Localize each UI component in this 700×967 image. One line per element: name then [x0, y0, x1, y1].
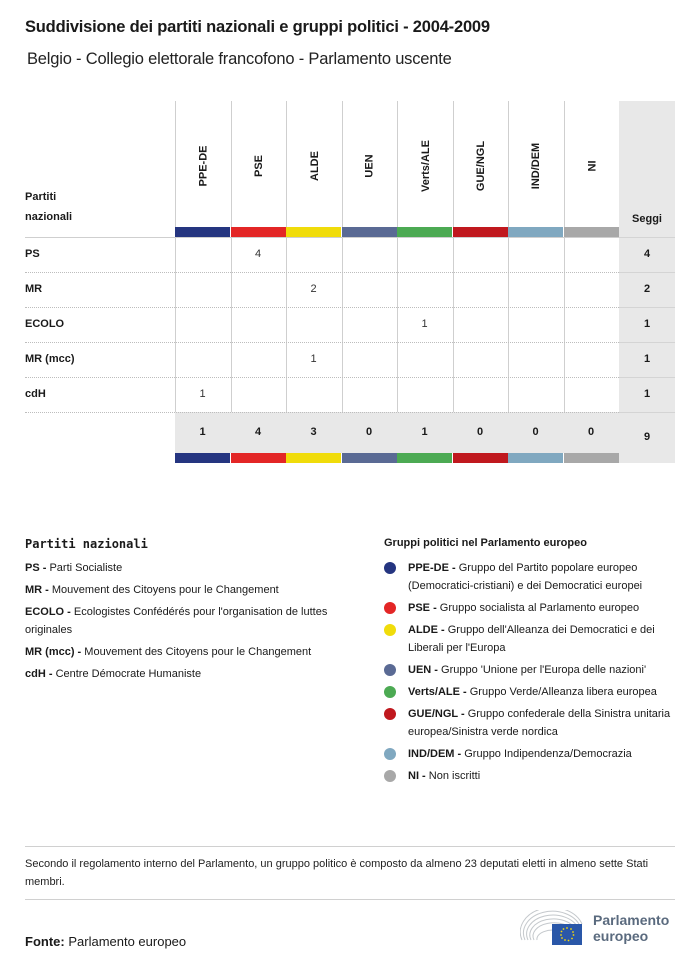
legend-group-item: ALDE - Gruppo dell'Alleanza dei Democratici e dei Liberali per l'Europa: [384, 621, 684, 661]
table-cell: 1: [310, 353, 317, 365]
group-color-bar: [175, 453, 230, 463]
table-cell: [286, 307, 341, 342]
group-column-header: PSE: [252, 154, 265, 178]
group-color-bar: [397, 453, 452, 463]
color-dot-icon: [384, 562, 396, 574]
table-cell: [175, 237, 230, 272]
source-label: Fonte:: [25, 934, 65, 949]
table-cell: [453, 342, 508, 377]
table-cell: 2: [310, 283, 317, 295]
divider: [619, 342, 675, 343]
group-color-bar: [342, 453, 397, 463]
group-color-bar: [453, 227, 508, 237]
table-cell: [453, 272, 508, 307]
party-column-header: Partiti nazionali: [25, 191, 73, 223]
legend-group-item: UEN - Gruppo 'Unione per l'Europa delle nazioni': [384, 661, 684, 683]
legend-political-groups: [384, 537, 684, 789]
color-dot-icon: [384, 708, 396, 720]
divider: [25, 412, 619, 413]
divider: [619, 307, 675, 308]
color-dot-icon: [384, 602, 396, 614]
table-cell: 1: [199, 388, 206, 400]
party-seats: 1: [643, 353, 651, 365]
party-seats: 1: [643, 388, 651, 400]
table-cell: [453, 237, 508, 272]
table-cell: [342, 237, 397, 272]
group-color-bar: [175, 227, 230, 237]
divider: [619, 377, 675, 378]
color-dot-icon: [384, 748, 396, 760]
table-cell: [564, 307, 619, 342]
legend-parties-title: Partiti nazionali: [25, 537, 148, 551]
party-row-label: ECOLO: [25, 318, 65, 330]
table-cell: [508, 342, 563, 377]
divider: [619, 272, 675, 273]
color-dot-icon: [384, 770, 396, 782]
group-color-bar: [231, 227, 286, 237]
logo-text: Parlamento europeo: [593, 912, 670, 944]
seats-table: [25, 101, 675, 463]
group-color-bar: [508, 227, 563, 237]
group-column-header: NI: [586, 160, 598, 172]
table-cell: [342, 307, 397, 342]
table-cell: [397, 237, 452, 272]
group-column-header: ALDE: [308, 151, 321, 181]
group-column-header: UEN: [363, 154, 376, 178]
legend-party-item: MR (mcc) - Mouvement des Citoyens pour le Changement: [25, 646, 312, 658]
legend-group-item: GUE/NGL - Gruppo confederale della Sinistra unitaria europea/Sinistra verde nordica: [384, 705, 684, 745]
party-row-label: PS: [25, 248, 40, 260]
group-total: 0: [476, 426, 484, 438]
divider: [25, 846, 675, 847]
legend-group-item: PSE - Gruppo socialista al Parlamento europeo: [384, 599, 684, 621]
source: [25, 934, 186, 949]
party-seats: 1: [643, 318, 651, 330]
group-total: 3: [310, 426, 317, 438]
group-total: 1: [199, 426, 206, 438]
table-cell: [175, 272, 230, 307]
group-column-header: IND/DEM: [530, 142, 543, 190]
group-color-bar: [453, 453, 508, 463]
group-color-bar: [231, 453, 286, 463]
group-total: 1: [421, 426, 428, 438]
table-cell: [231, 377, 286, 412]
party-row-label: MR (mcc): [25, 353, 75, 365]
source-value: Parlamento europeo: [68, 934, 187, 949]
table-cell: [508, 272, 563, 307]
table-cell: [231, 272, 286, 307]
divider: [619, 237, 675, 238]
table-cell: [564, 377, 619, 412]
legend-group-item: PPE-DE - Gruppo del Partito popolare europeo (Democratici-cristiani) e dei Democratici europei: [384, 559, 684, 599]
group-color-bar: [564, 227, 619, 237]
table-cell: [342, 342, 397, 377]
legend-party-item: cdH - Centre Démocrate Humaniste: [25, 668, 202, 680]
group-color-bar: [286, 227, 341, 237]
group-total: 0: [365, 426, 373, 438]
legend-group-item: NI - Non iscritti: [384, 767, 684, 789]
table-cell: [231, 307, 286, 342]
legend-group-item: Verts/ALE - Gruppo Verde/Alleanza libera europea: [384, 683, 684, 705]
parliament-logo: [520, 910, 680, 948]
table-cell: [175, 342, 230, 377]
legend-national-parties: [25, 537, 365, 687]
table-cell: [508, 307, 563, 342]
group-color-bar: [342, 227, 397, 237]
legend-groups-title: Gruppi politici nel Parlamento europeo: [384, 537, 587, 549]
group-column-header: PPE-DE: [197, 145, 210, 187]
table-cell: [397, 377, 452, 412]
table-cell: [286, 237, 341, 272]
legend-party-item: PS - Parti Socialiste: [25, 562, 123, 574]
table-cell: [453, 377, 508, 412]
table-cell: [564, 342, 619, 377]
table-cell: [342, 377, 397, 412]
table-cell: 1: [421, 318, 428, 330]
legend-party-item: ECOLO - Ecologistes Confédérés pour l'organisation de luttes originales: [25, 606, 328, 636]
table-cell: [397, 272, 452, 307]
party-seats: 4: [643, 248, 651, 260]
table-cell: [564, 237, 619, 272]
divider: [25, 899, 675, 900]
party-seats: 2: [643, 283, 651, 295]
hemicycle-flag-icon: [520, 910, 586, 948]
table-cell: [508, 377, 563, 412]
seats-column-header: Seggi: [632, 213, 662, 225]
table-cell: 4: [254, 248, 262, 260]
party-row-label: MR: [25, 283, 43, 295]
group-color-bar: [397, 227, 452, 237]
party-row-label: cdH: [25, 388, 46, 400]
group-column-header: GUE/NGL: [475, 140, 487, 192]
footnote: Secondo il regolamento interno del Parlamento, un gruppo politico è composto da almeno 23 deputati eletti in almeno sette Stati membri.: [25, 858, 649, 888]
group-color-bar: [508, 453, 563, 463]
page-subtitle: Belgio - Collegio elettorale francofono - Parlamento uscente: [27, 50, 452, 68]
legend-group-item: IND/DEM - Gruppo Indipendenza/Democrazia: [384, 745, 684, 767]
table-cell: [286, 377, 341, 412]
table-cell: [397, 342, 452, 377]
group-color-bar: [564, 453, 619, 463]
group-total: 4: [254, 426, 262, 438]
table-cell: [564, 272, 619, 307]
color-dot-icon: [384, 624, 396, 636]
table-cell: [231, 342, 286, 377]
group-total: 0: [587, 426, 595, 438]
color-dot-icon: [384, 686, 396, 698]
page-title: Suddivisione dei partiti nazionali e gruppi politici - 2004-2009: [25, 18, 490, 36]
table-cell: [342, 272, 397, 307]
grand-total: 9: [643, 431, 651, 443]
group-column-header: Verts/ALE: [419, 140, 432, 192]
table-cell: [175, 307, 230, 342]
color-dot-icon: [384, 664, 396, 676]
legend-party-item: MR - Mouvement des Citoyens pour le Changement: [25, 584, 279, 596]
table-cell: [453, 307, 508, 342]
table-cell: [508, 237, 563, 272]
divider: [619, 412, 675, 413]
group-total: 0: [532, 426, 539, 438]
group-color-bar: [286, 453, 341, 463]
